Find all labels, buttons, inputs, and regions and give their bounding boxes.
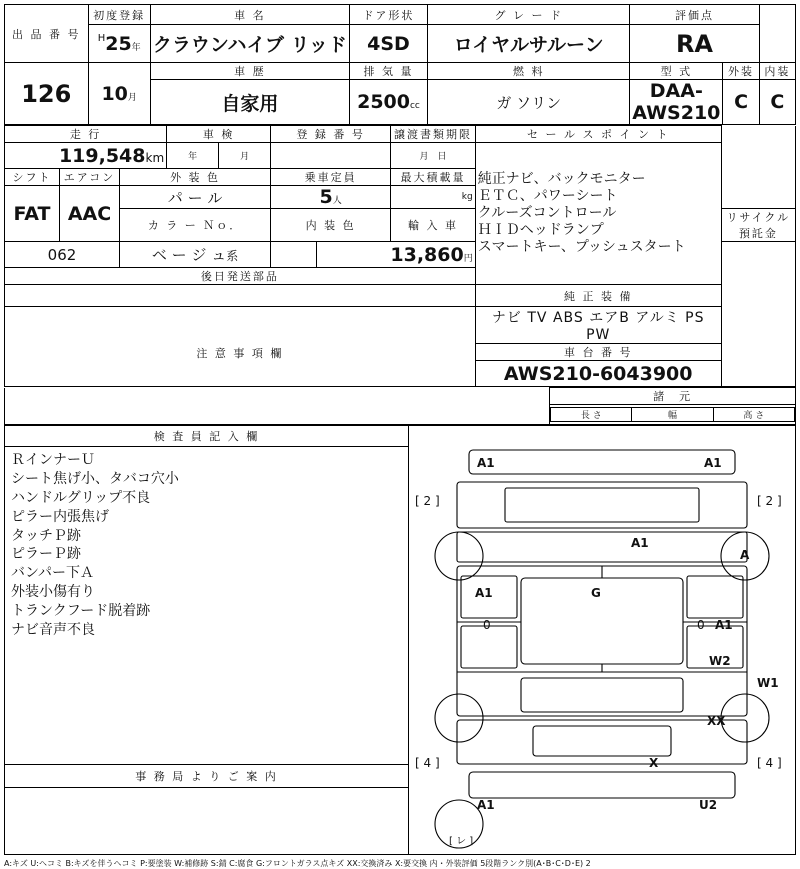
value-office-notice — [5, 788, 408, 838]
mark-right-door-mark: 0 — [697, 618, 705, 632]
value-recycle — [317, 242, 476, 268]
mark-hood: A1 — [631, 536, 649, 550]
inspector-panel — [5, 426, 409, 855]
label-later-ship: 後日発送部品 — [5, 268, 476, 285]
label-chassis-no: 車 台 番 号 — [475, 344, 721, 361]
mileage-unit: km — [145, 150, 165, 165]
shaken-year: 年 — [167, 143, 219, 169]
displacement-unit: cc — [409, 101, 420, 111]
value-int-color — [120, 242, 271, 268]
value-first-reg — [88, 25, 150, 63]
label-mileage: 走 行 — [5, 126, 167, 143]
mark-left-door-lower: 0 — [483, 618, 491, 632]
seating-number: 5 — [319, 186, 333, 208]
displacement-number: 2500 — [357, 91, 410, 113]
label-int-color: 内 装 色 — [271, 209, 391, 242]
label-eval-point: 評価点 — [630, 5, 759, 25]
value-reg-no — [271, 143, 391, 169]
value-lot-no: 126 — [5, 63, 89, 125]
dims-cells — [550, 405, 796, 425]
label-max-load: 最大積載量 — [391, 169, 476, 186]
warning-box — [5, 307, 476, 387]
mark-right-front-wheel: A — [740, 548, 750, 562]
max-load-unit: kg — [461, 192, 473, 202]
label-grade: グ レ ー ド — [428, 5, 630, 25]
label-reg-no: 登 録 番 号 — [271, 126, 391, 143]
value-max-load — [391, 186, 476, 209]
value-chassis-no: AWS210-6043900 — [475, 361, 721, 387]
value-model-code: DAA-AWS210 — [630, 80, 723, 125]
mark-right-rear-quarter: W2 — [709, 654, 731, 668]
label-model-code: 型 式 — [630, 63, 723, 80]
mark-front-left-fender: A1 — [477, 456, 495, 470]
value-shift: FAT — [5, 186, 60, 242]
label-door-type: ドア形状 — [349, 5, 427, 25]
sales-point-4: ＨＩＤヘッドランプ — [477, 222, 604, 239]
value-import — [271, 242, 317, 268]
mark-rear-right-bumper: U2 — [699, 798, 718, 812]
label-interior: 内装 — [759, 63, 795, 80]
value-later-ship — [5, 285, 476, 307]
recycle-unit: 円 — [463, 253, 473, 264]
sales-point-5: スマートキー、プッシュスタート — [477, 239, 686, 256]
first-reg-year: 25 — [105, 32, 132, 55]
list-item: ハンドルグリップ不良 — [11, 489, 151, 506]
sales-point-3: クルーズコントロール — [477, 204, 617, 221]
label-genuine-equip: 純 正 装 備 — [475, 285, 721, 307]
label-dims: 諸 元 — [550, 388, 796, 405]
label-dim-width: 幅 — [632, 408, 713, 422]
value-mileage — [5, 143, 167, 169]
label-first-reg: 初度登録 — [88, 5, 150, 25]
first-reg-month-unit: 月 — [127, 92, 137, 103]
mark-left-rear-tire: [ 4 ] — [415, 756, 440, 770]
value-aircon: AAC — [60, 186, 120, 242]
label-inspector: 検 査 員 記 入 欄 — [5, 426, 408, 447]
label-exterior: 外装 — [723, 63, 759, 80]
mark-right-rear-tire: [ 4 ] — [757, 756, 782, 770]
label-dim-height: 高 さ — [713, 408, 794, 422]
label-aircon: エアコン — [60, 169, 120, 186]
value-history: 自家用 — [150, 80, 349, 125]
label-dim-length: 長 さ — [551, 408, 632, 422]
mark-right-rear-door: A1 — [715, 618, 733, 632]
list-item: ナビ音声不良 — [11, 622, 95, 639]
shaken-month: 月 — [219, 143, 271, 169]
header-table — [4, 4, 796, 125]
mark-roof: G — [591, 586, 601, 600]
label-office-notice: 事 務 局 よ り ご 案 内 — [5, 764, 408, 788]
inspector-notes — [5, 447, 408, 644]
list-item: ピラー内張焦げ — [11, 508, 109, 525]
mark-right-rear-wheel: W1 — [757, 676, 779, 690]
car-damage-diagram — [409, 426, 795, 854]
value-eval-point: RA — [630, 25, 759, 63]
int-color-suffix: 系 — [226, 249, 239, 263]
label-shaken: 車 検 — [167, 126, 271, 143]
sales-point-1: 純正ナビ、バックモニター — [477, 170, 646, 187]
label-color-no: カ ラ ー Ｎｏ． — [120, 209, 271, 242]
label-warning: 注 意 事 項 欄 — [196, 346, 284, 360]
sales-points-list — [475, 143, 721, 285]
label-shift: シフト — [5, 169, 60, 186]
value-seating — [271, 186, 391, 209]
value-transfer-doc: 月 日 — [391, 143, 476, 169]
list-item: タッチＰ跡 — [11, 527, 81, 544]
value-fuel: ガ ソリン — [428, 80, 630, 125]
warning-spacer — [5, 388, 550, 405]
label-displacement: 排 気 量 — [349, 63, 427, 80]
recycle-number: 13,860 — [390, 243, 464, 266]
first-reg-era: H — [97, 32, 106, 44]
label-fuel: 燃 料 — [428, 63, 630, 80]
warning-spacer-2 — [5, 405, 550, 425]
mark-spare: [ レ ] — [449, 836, 474, 847]
label-lot-no: 出 品 番 号 — [5, 5, 89, 63]
label-transfer-doc: 譲渡書類期限 — [391, 126, 476, 143]
list-item: バンパー下Ａ — [11, 565, 95, 582]
label-car-name: 車 名 — [150, 5, 349, 25]
value-ext-color: パ ー ル — [120, 186, 271, 209]
value-interior-grade: C — [759, 80, 795, 125]
value-car-name: クラウンハイブ リッド — [150, 25, 349, 63]
value-first-reg-month — [88, 63, 150, 125]
label-history: 車 歴 — [150, 63, 349, 80]
value-grade: ロイヤルサルーン — [428, 25, 630, 63]
mark-rear-left-bumper: A1 — [477, 798, 495, 812]
first-reg-year-unit: 年 — [131, 42, 141, 53]
mark-rear-center: X — [649, 756, 659, 770]
list-item: ＲインナーＵ — [11, 452, 95, 468]
damage-diagram-panel — [409, 426, 796, 855]
sales-point-2: ＥＴＣ、パワーシート — [477, 187, 618, 204]
label-import: 輸 入 車 — [391, 209, 476, 242]
list-item: シート焦げ小、タバコ穴小 — [11, 470, 179, 487]
first-reg-month: 10 — [101, 82, 128, 105]
list-item: 外装小傷有り — [11, 584, 95, 601]
list-item: ピラーＰ跡 — [11, 546, 81, 563]
label-seating: 乗車定員 — [271, 169, 391, 186]
mark-trunk: XX — [707, 714, 726, 728]
value-displacement — [349, 80, 427, 125]
mark-right-front-tire: [ 2 ] — [757, 494, 782, 508]
mark-left-front-door: A1 — [475, 586, 493, 600]
label-recycle: リサイクル預託金 — [721, 209, 795, 242]
int-color-text: ベ ー ジ ュ — [151, 246, 227, 264]
label-sales-points: セ ー ル ス ポ イ ン ト — [475, 126, 721, 143]
mark-left-front-tire: [ 2 ] — [415, 494, 440, 508]
value-genuine-equip: ナビ TV ABS エアB アルミ PS PW — [475, 307, 721, 344]
list-item: トランクフード脱着跡 — [11, 603, 151, 620]
mileage-number: 119,548 — [58, 144, 146, 167]
legend-footer: A:キズ U:ヘコミ B:キズを伴うヘコミ P:要塗装 W:補修跡 S:錆 C:腐食 G:フロントガラス点キズ XX:交換済み X:要交換 内・外装評価 5段階ランク別(A･B･C･D･E) 2 — [4, 859, 591, 868]
lower-table — [4, 425, 796, 855]
mark-front-right-fender: A1 — [704, 456, 722, 470]
spec-table — [4, 125, 796, 387]
seating-unit: 人 — [332, 196, 342, 206]
value-exterior-grade: C — [723, 80, 759, 125]
value-door-type: 4SD — [349, 25, 427, 63]
dims-table — [4, 387, 796, 425]
value-color-no: 062 — [5, 242, 120, 268]
label-ext-color: 外 装 色 — [120, 169, 271, 186]
